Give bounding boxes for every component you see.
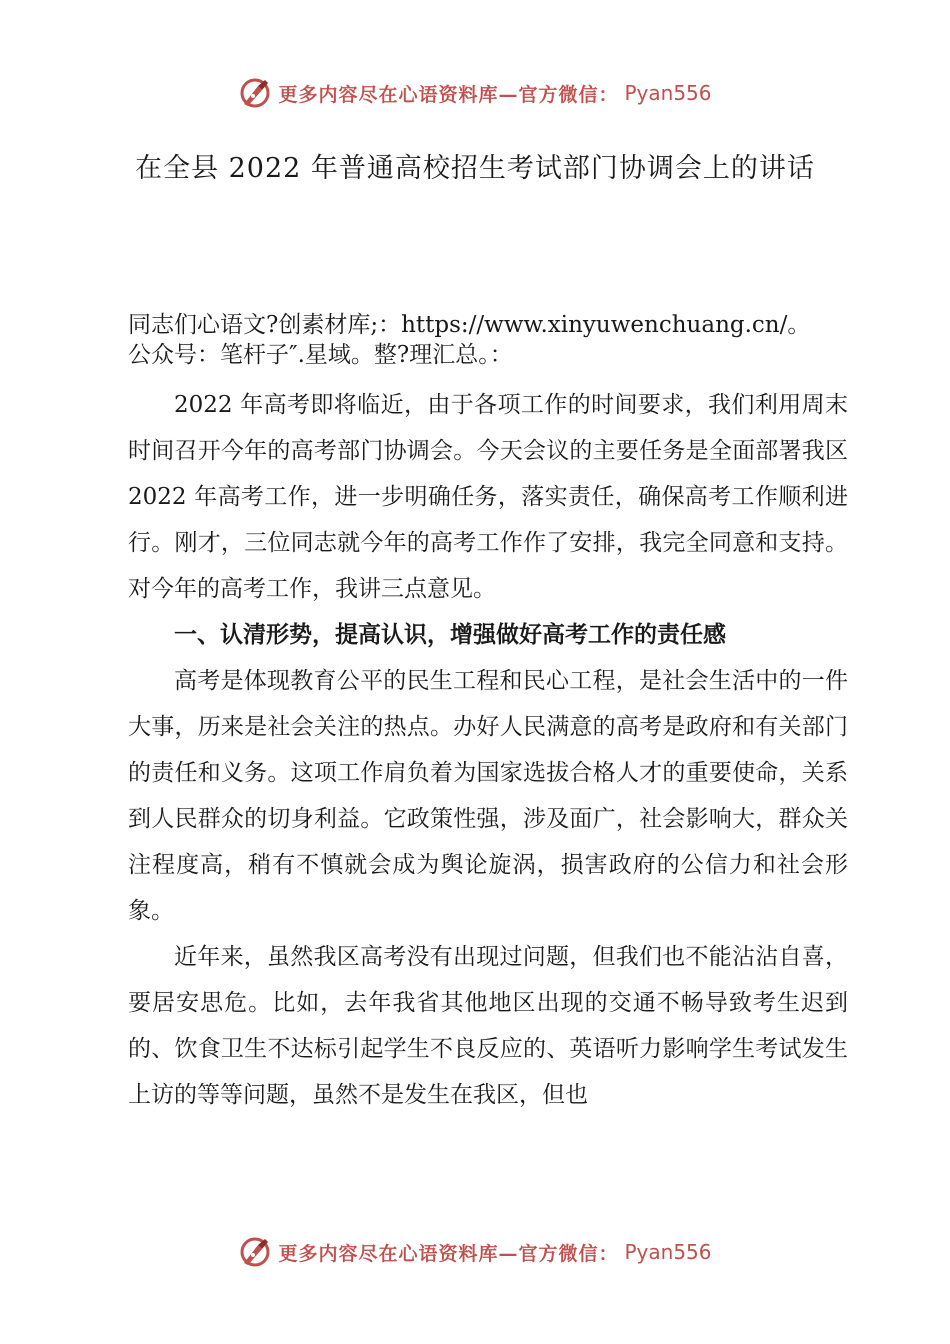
- section-heading-1: 一、认清形势，提高认识，增强做好高考工作的责任感: [174, 622, 726, 648]
- document-body: [128, 310, 848, 1118]
- header-banner: [0, 73, 950, 113]
- paragraph-3: 近年来，虽然我区高考没有出现过问题，但我们也不能沾沾自喜，要居安思危。比如，去年我省其他地区出现的交通不畅导致考生迟到的、饮食卫生不达标引起学生不良反应的、英语听力影响学生考试发生上访的等等问题，虽然不是发生在我区，但也: [128, 944, 848, 1108]
- pen-nib-logo-icon: [238, 76, 272, 110]
- footer-banner: [0, 1232, 950, 1272]
- header-banner-text: 更多内容尽在心语资料库—官方微信：: [278, 83, 619, 106]
- paragraph-1: 2022 年高考即将临近，由于各项工作的时间要求，我们利用周末时间召开今年的高考部门协调会。今天会议的主要任务是全面部署我区 2022 年高考工作，进一步明确任务，落实责任，确保高考工作顺利进行。刚才，三位同志就今年的高考工作作了安排，我完全同意和支持。对今年的高考工作，我讲三点意见。: [128, 392, 848, 602]
- greeting: [128, 310, 848, 370]
- header-banner-wechat: Pyan556: [624, 81, 712, 105]
- paragraph-2: 高考是体现教育公平的民生工程和民心工程，是社会生活中的一件大事，历来是社会关注的热点。办好人民满意的高考是政府和有关部门的责任和义务。这项工作肩负着为国家选拔合格人才的重要使命，关系到人民群众的切身利益。它政策性强，涉及面广，社会影响大，群众关注程度高，稍有不慎就会成为舆论旋涡，损害政府的公信力和社会形象。: [128, 668, 848, 924]
- footer-banner-text: 更多内容尽在心语资料库—官方微信：: [278, 1242, 619, 1265]
- document-title: 在全县 2022 年普通高校招生考试部门协调会上的讲话: [135, 153, 815, 184]
- greeting-line-2: 公众号：笔杆子″.星域。整?理汇总。：: [128, 342, 513, 368]
- pen-nib-logo-icon: [238, 1235, 272, 1269]
- footer-banner-wechat: Pyan556: [624, 1240, 712, 1264]
- greeting-line-1: 同志们心语文?创素材库;：https://www.xinyuwenchuang.cn/。: [128, 312, 811, 338]
